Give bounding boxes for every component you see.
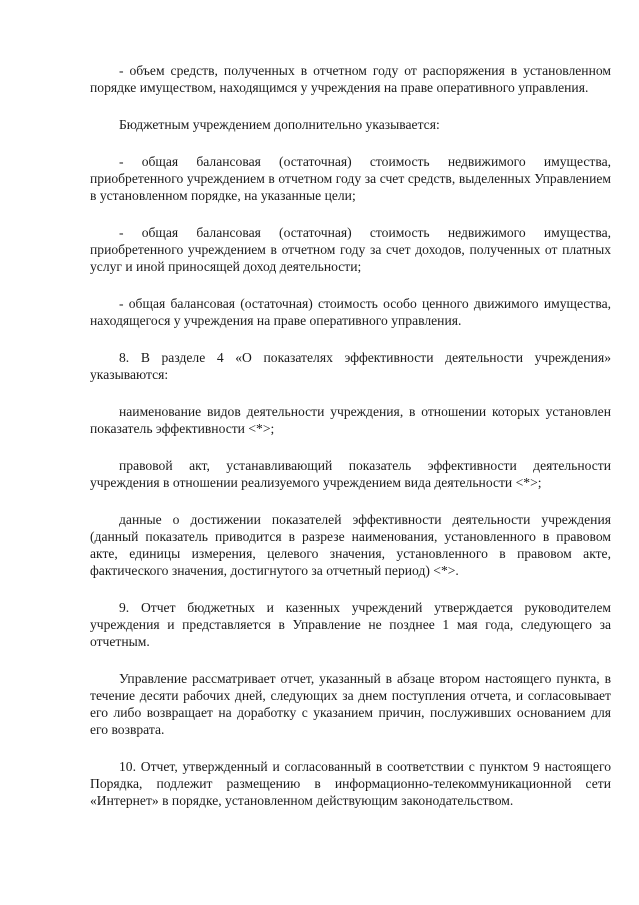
paragraph-indicator-data: данные о достижении показателей эффективности деятельности учреждения (данный показатель приводится в разрезе наименования, установленного в правовом акте, единицы измерения, целевого значения, установленного в правовом акте, фактического значения, достигнутого за отчетный период) <*>. bbox=[90, 512, 611, 578]
paragraph-section-10: 10. Отчет, утвержденный и согласованный в соответствии с пунктом 9 настоящего Порядка, подлежит размещению в информационно-телекоммуникационной сети «Интернет» в порядке, установленном действующим законодательством. bbox=[90, 759, 611, 808]
paragraph-budget-institution-intro: Бюджетным учреждением дополнительно указывается: bbox=[119, 117, 440, 132]
paragraph-activity-types: наименование видов деятельности учреждения, в отношении которых установлен показатель эффективности <*>; bbox=[90, 404, 611, 436]
paragraph-real-estate-paid-services: - общая балансовая (остаточная) стоимость недвижимого имущества, приобретенного учреждением в отчетном году за счет доходов, полученных от платных услуг и иной приносящей доход деятельности; bbox=[90, 225, 611, 274]
paragraph-asset-disposal-funds: - объем средств, полученных в отчетном году от распоряжения в установленном порядке имуществом, находящимся у учреждения на праве оперативного управления. bbox=[90, 63, 611, 95]
paragraph-section-8: 8. В разделе 4 «О показателях эффективности деятельности учреждения» указываются: bbox=[90, 350, 611, 382]
document-body bbox=[90, 62, 611, 809]
paragraph-real-estate-management-funds: - общая балансовая (остаточная) стоимость недвижимого имущества, приобретенного учреждением в отчетном году за счет средств, выделенных Управлением в установленном порядке, на указанные цели; bbox=[90, 154, 611, 203]
paragraph-section-9: 9. Отчет бюджетных и казенных учреждений утверждается руководителем учреждения и представляется в Управление не позднее 1 мая года, следующего за отчетным. bbox=[90, 600, 611, 649]
paragraph-legal-act: правовой акт, устанавливающий показатель эффективности деятельности учреждения в отношении реализуемого учреждением вида деятельности <*>; bbox=[90, 458, 611, 490]
paragraph-valuable-movable-property: - общая балансовая (остаточная) стоимость особо ценного движимого имущества, находящегося у учреждения на праве оперативного управления. bbox=[90, 296, 611, 328]
paragraph-review-procedure: Управление рассматривает отчет, указанный в абзаце втором настоящего пункта, в течение десяти рабочих дней, следующих за днем поступления отчета, и согласовывает его либо возвращает на доработку с указанием причин, послуживших основанием для его возврата. bbox=[90, 671, 611, 737]
